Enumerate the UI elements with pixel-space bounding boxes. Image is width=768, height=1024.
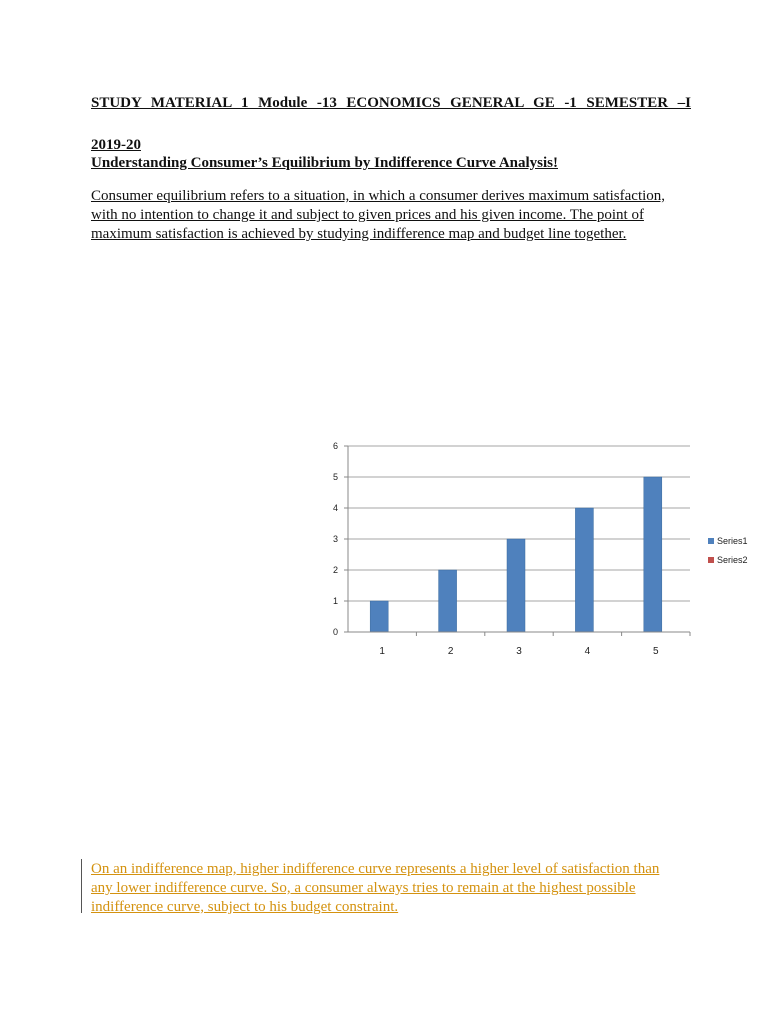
- document-title: STUDY MATERIAL 1 Module -13 ECONOMICS GENERAL GE -1 SEMESTER –I: [91, 95, 691, 111]
- bar-series1: [644, 477, 662, 632]
- highlighted-note: [91, 860, 711, 917]
- y-tick-label: 5: [332, 472, 338, 482]
- paragraph-line: maximum satisfaction is achieved by studying indifference map and budget line together.: [91, 226, 627, 242]
- x-tick-label: 5: [653, 646, 659, 657]
- x-tick-label: 3: [516, 646, 522, 657]
- paragraph-line: with no intention to change it and subject to given prices and his given income. The point of: [91, 207, 644, 223]
- legend-swatch-series2: [708, 557, 714, 563]
- x-tick-label: 2: [447, 646, 454, 657]
- legend-entry-series2: [708, 555, 764, 574]
- legend-swatch-series1: [708, 538, 714, 544]
- note-line: any lower indifference curve. So, a consumer always tries to remain at the highest possible: [91, 880, 636, 896]
- y-tick-label: 2: [332, 565, 338, 575]
- chart-canvas: [310, 436, 710, 662]
- y-tick-label: 0: [332, 627, 338, 637]
- y-tick-label: 6: [332, 441, 338, 451]
- bar-series1: [439, 570, 457, 632]
- chart-legend: [708, 536, 764, 574]
- x-tick-label: 4: [584, 646, 591, 657]
- x-tick-label: 1: [379, 646, 385, 657]
- y-tick-label: 1: [332, 596, 338, 606]
- bar-chart: [310, 436, 710, 662]
- legend-label: Series2: [717, 555, 748, 565]
- y-tick-label: 4: [332, 503, 338, 513]
- bar-series1: [575, 508, 593, 632]
- document-year: 2019-20: [91, 137, 141, 153]
- section-heading: Understanding Consumer’s Equilibrium by Indifference Curve Analysis!: [91, 155, 558, 171]
- bar-series1: [370, 601, 388, 632]
- legend-label: Series1: [717, 536, 748, 546]
- y-tick-label: 3: [332, 534, 338, 544]
- note-line: On an indifference map, higher indifference curve represents a higher level of satisfaction than: [91, 861, 660, 877]
- paragraph-line: Consumer equilibrium refers to a situation, in which a consumer derives maximum satisfaction,: [91, 188, 666, 204]
- intro-paragraph: [91, 187, 691, 244]
- revision-marker: [81, 859, 82, 913]
- legend-entry-series1: [708, 536, 764, 555]
- bar-series1: [507, 539, 525, 632]
- note-line: indifference curve, subject to his budget constraint.: [91, 899, 399, 915]
